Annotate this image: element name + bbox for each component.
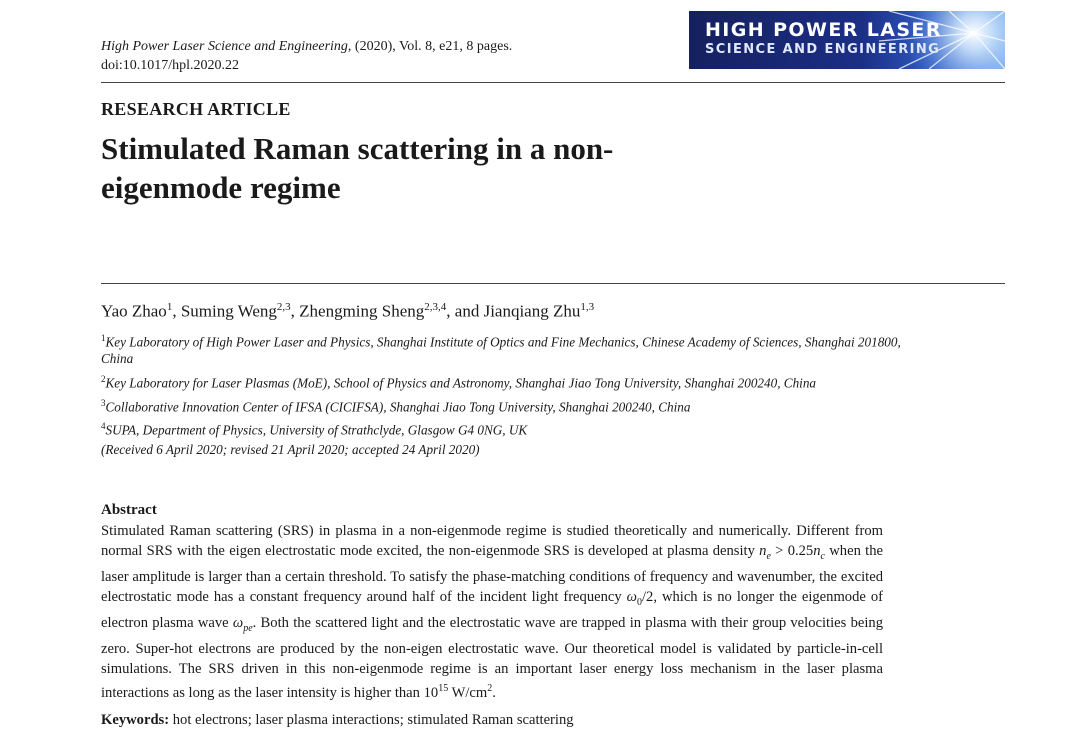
affiliation-1 [101, 330, 901, 367]
math-subscript: e [766, 550, 771, 562]
math-symbol: n [759, 543, 767, 559]
author-name: Zhengming Sheng [299, 301, 425, 321]
author-separator: , [172, 301, 181, 321]
author-affiliation-ref: 1,3 [580, 301, 595, 313]
affiliation-text: Collaborative Innovation Center of IFSA (CICIFSA), Shanghai Jiao Tong University, Shanghai 200240, China [105, 399, 691, 415]
journal-name: High Power Laser Science and Engineering [101, 39, 348, 54]
logo-line-1: HIGH POWER LASER [705, 19, 942, 41]
affiliation-number: 2 [101, 374, 106, 384]
abstract-heading: Abstract [101, 502, 157, 518]
article-title: Stimulated Raman scattering in a non-eigenmode regime [101, 131, 614, 205]
affiliation-number: 4 [101, 421, 106, 431]
author-list [101, 296, 594, 323]
affiliation-2 [101, 371, 901, 391]
journal-citation [101, 38, 512, 56]
math-superscript: 15 [438, 682, 449, 694]
abstract-text: . [492, 684, 496, 701]
affiliation-4 [101, 418, 901, 438]
title-divider [101, 283, 1005, 284]
abstract-text: , which is no longer the eigenmode of electron plasma wave [101, 588, 884, 631]
math-symbol: ω [626, 588, 637, 605]
citation-details: , (2020), Vol. 8, e21, 8 pages. [347, 39, 513, 54]
math-superscript: 2 [487, 682, 493, 694]
journal-logo [689, 11, 1005, 69]
math-symbol: n [813, 543, 821, 559]
doi[interactable]: doi:10.1017/hpl.2020.22 [101, 58, 240, 73]
author-affiliation-ref: 1 [166, 301, 173, 313]
math-text: /2 [641, 588, 654, 605]
keywords-text: hot electrons; laser plasma interactions; stimulated Raman scattering [169, 712, 574, 728]
received-dates: (Received 6 April 2020; revised 21 April 2020; accepted 24 April 2020) [101, 442, 480, 457]
math-relation: > 0.25 [770, 543, 814, 559]
author-separator: , [290, 301, 300, 321]
keywords [101, 712, 574, 729]
math-subscript: c [820, 550, 825, 562]
affiliation-text: SUPA, Department of Physics, University of Strathclyde, Glasgow G4 0NG, UK [105, 422, 528, 438]
math-text: 10 [423, 684, 439, 701]
affiliation-number: 3 [101, 398, 106, 408]
math-symbol: ω [232, 614, 244, 631]
author-separator: , and [446, 301, 484, 321]
header-divider [101, 82, 1005, 83]
keywords-label: Keywords: [101, 712, 170, 728]
author-name: Suming Weng [180, 301, 277, 321]
math-unit: W/cm [448, 684, 488, 701]
math-subscript: 0 [636, 596, 642, 608]
abstract-body [101, 521, 883, 703]
affiliation-3 [101, 395, 901, 415]
abstract-text: when the laser amplitude is larger than a certain threshold. To satisfy the phase-matching conditions of frequency and wavenumber, the excited electrostatic mode has a constant frequency around half of the incident light frequency [101, 543, 883, 605]
author-name: Yao Zhao [101, 301, 167, 321]
affiliation-number: 1 [101, 333, 106, 343]
affiliation-text: Key Laboratory of High Power Laser and Physics, Shanghai Institute of Optics and Fine Mechanics, Chinese Academy of Sciences, Shanghai 201800, China [101, 334, 901, 367]
abstract-text: . Both the scattered light and the electrostatic wave are trapped in plasma with their group velocities being zero. Super-hot electrons are produced by the non-eigen electrostatic wave. Our theoretical model is validated by particle-in-cell simulations. The SRS driven in this non-eigenmode regime is an important laser energy loss mechanism in the laser plasma interactions as long as the laser intensity is higher than [101, 614, 883, 701]
abstract-text: Stimulated Raman scattering (SRS) in plasma in a non-eigenmode regime is studied theoretically and numerically. Different from normal SRS with the eigen electrostatic mode excited, the non-eigenmode SRS is developed at plasma density [101, 523, 883, 559]
math-subscript: pe [243, 622, 253, 634]
affiliation-text: Key Laboratory for Laser Plasmas (MoE), School of Physics and Astronomy, Shanghai Jiao Tong University, Shanghai 200240, China [105, 375, 817, 391]
logo-line-2: SCIENCE AND ENGINEERING [705, 42, 941, 57]
author-affiliation-ref: 2,3 [276, 301, 291, 313]
author-affiliation-ref: 2,3,4 [424, 301, 447, 313]
article-type: RESEARCH ARTICLE [101, 99, 291, 119]
author-name: Jianqiang Zhu [483, 301, 581, 321]
